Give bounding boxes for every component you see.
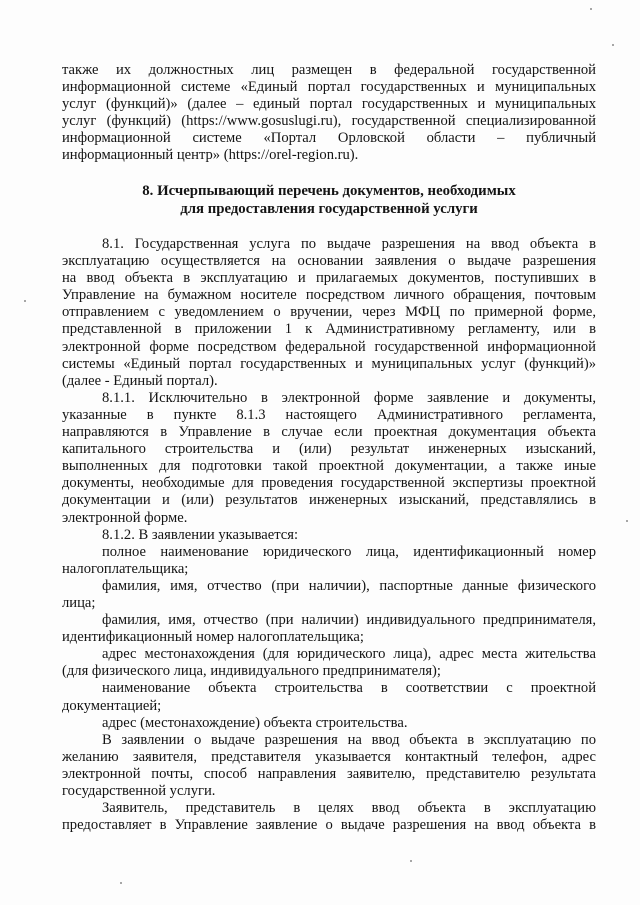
section-heading (62, 182, 596, 218)
list-item-first: фамилия, имя, отчество (при наличии) индивидуального предпринимателя, (102, 612, 596, 629)
text-line: услуг (функций) (https://www.gosuslugi.ru), государственной специализированной (62, 113, 596, 130)
scan-speck (612, 44, 614, 46)
text-line: документации и (или) результатов инженерных изысканий, представлялись в (62, 492, 596, 509)
text-line: электронной форме. (62, 509, 188, 526)
text-line: информационной системе «Единый портал государственных и муниципальных (62, 79, 596, 96)
text-line: отправлением с уведомлением о вручении, через МФЦ по примерной форме, (62, 304, 596, 321)
scan-speck (410, 860, 412, 862)
scan-speck (24, 300, 26, 302)
scan-speck (626, 520, 628, 522)
text-line: услуг (функций)» (далее – единый портал государственных и муниципальных (62, 96, 596, 113)
scan-speck (120, 882, 122, 884)
text-line: государственной услуги. (62, 783, 216, 799)
text-line: (далее - Единый портал). (62, 372, 218, 389)
list-item: адрес (местонахождение) объекта строительства. (102, 714, 408, 731)
text-line: направляются в Управление в случае если проектная документация объекта (62, 424, 596, 441)
body-text (62, 236, 596, 834)
list-item-last: лица; (62, 594, 96, 611)
list-item-first: фамилия, имя, отчество (при наличии), паспортные данные физического (102, 577, 596, 594)
text-line: эксплуатацию осуществляется на основании заявления о выдаче разрешения (62, 253, 596, 270)
list-item-first: полное наименование юридического лица, идентификационный номер (102, 543, 596, 560)
paragraph-contact-first: В заявлении о выдаче разрешения на ввод объекта в эксплуатацию по (102, 731, 596, 748)
scan-speck (590, 8, 592, 10)
paragraph-8-1-2: 8.1.2. В заявлении указывается: (102, 526, 299, 543)
text-line: капитального строительства и (или) результат инженерных изысканий, (62, 441, 596, 458)
text-line: системы «Единый портал государственных и муниципальных услуг (функций)» (62, 355, 596, 372)
list-item-last: налогоплательщика; (62, 560, 189, 577)
text-line: предоставляет в Управление заявление о выдаче разрешения на ввод объекта в (62, 817, 596, 834)
list-item-first: наименование объекта строительства в соответствии с проектной (102, 680, 596, 697)
text-line: выполненных для подготовки такой проектной документации, а также иные (62, 458, 596, 475)
text-line: электронной форме посредством федеральной государственной информационной (62, 338, 596, 355)
text-line: Управление на бумажном носителе посредством личного обращения, почтовым (62, 287, 596, 304)
list-item-first: адрес местонахождения (для юридического лица), адрес места жительства (102, 646, 596, 663)
list-item-last: идентификационный номер налогоплательщика; (62, 629, 364, 646)
text-line: также их должностных лиц размещен в федеральной государственной (62, 62, 596, 78)
text-line: информационный центр» (https://orel-region.ru). (62, 147, 359, 164)
text-line: желанию заявителя, представителя указывается контактный телефон, адрес (62, 748, 596, 765)
intro-paragraph (62, 62, 596, 165)
text-line: указанные в пункте 8.1.3 настоящего Административного регламента, (62, 406, 596, 423)
paragraph-final-first: Заявитель, представитель в целях ввод объекта в эксплуатацию (102, 800, 596, 817)
heading-line-1: 8. Исчерпывающий перечень документов, необходимых (142, 183, 516, 199)
heading-line-2: для предоставления государственной услуги (180, 201, 478, 217)
text-line: на ввод объекта в эксплуатацию и прилагаемых документов, поступивших в (62, 270, 596, 287)
text-line: электронной почты, способ направления заявителю, представителю результата (62, 765, 596, 782)
list-item-last: документацией; (62, 697, 162, 714)
paragraph-8-1-1-first: 8.1.1. Исключительно в электронной форме заявление и документы, (102, 389, 596, 406)
text-line: информационной системе «Портал Орловской области – публичный (62, 130, 596, 147)
paragraph-8-1-first: 8.1. Государственная услуга по выдаче разрешения на ввод объекта в (102, 236, 596, 252)
text-line: представленной в приложении 1 к Административному регламенту, или в (62, 321, 596, 338)
text-line: документы, необходимые для проведения государственной экспертизы проектной (62, 475, 596, 492)
list-item-last: (для физического лица, индивидуального предпринимателя); (62, 663, 441, 680)
